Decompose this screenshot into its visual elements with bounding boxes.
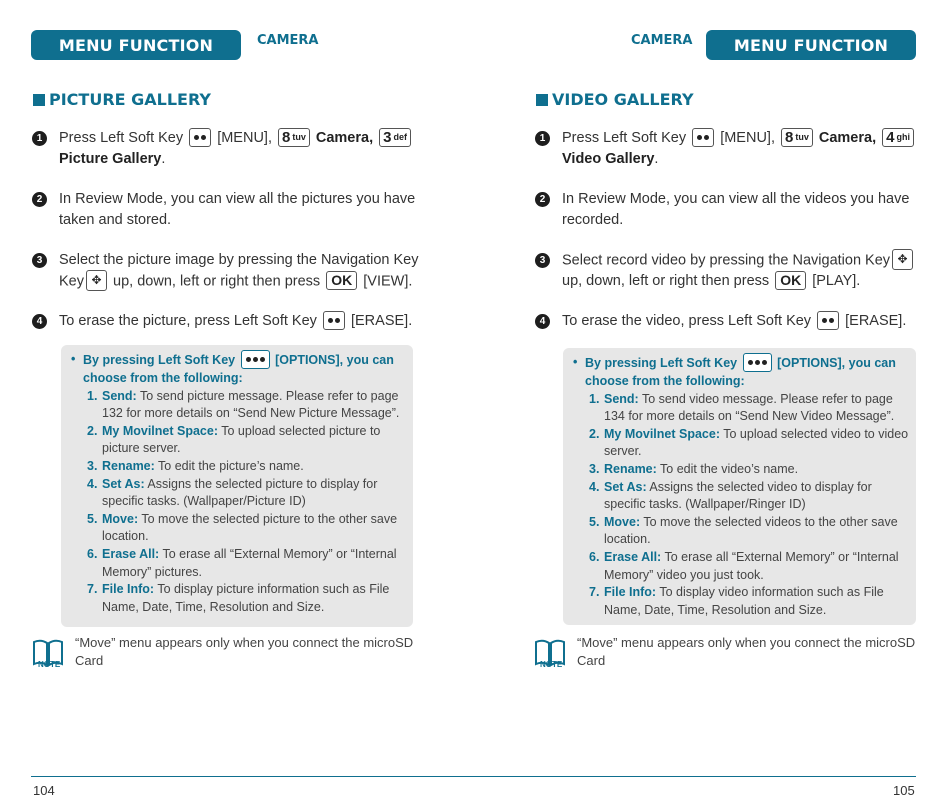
step-text-part: [PLAY]. <box>812 273 861 290</box>
step-text: In Review Mode, you can view all the pictures you have taken and stored. <box>59 191 416 228</box>
step-text-part: up, down, left or right then press <box>562 273 770 290</box>
option-item: 3. Rename: To edit the picture’s name. <box>87 458 304 473</box>
step-1 <box>32 128 427 170</box>
section-title-text: VIDEO GALLERY <box>552 90 694 109</box>
option-item: 7. File Info: To display video information such as File Name, Date, Time, Resolution and Size. <box>589 585 884 617</box>
key-8-icon: 8 tuv <box>278 128 310 147</box>
step-text: Select the picture image by pressing the Navigation Key Key ✥ up, down, left or right then press OK [VIEW]. <box>59 252 419 290</box>
step-text-part: Press Left Soft Key <box>562 130 687 146</box>
options-box <box>61 345 413 627</box>
step-number: 1 <box>32 131 47 146</box>
section-square-icon <box>33 94 45 106</box>
option-item: 4. Set As: Assigns the selected picture to display for specific tasks. (Wallpaper/Picture ID) <box>87 476 378 509</box>
footer-rule <box>31 776 475 777</box>
step-text-part: Select the picture image by pressing the Navigation Key <box>59 252 419 268</box>
step-text-bold: Picture Gallery <box>59 151 162 167</box>
options-intro-text: By pressing Left Soft Key <box>83 352 236 367</box>
ok-key-icon: OK <box>775 271 806 290</box>
soft-key-icon <box>323 311 345 330</box>
note-text: “Move” menu appears only when you connect the microSD Card <box>75 635 414 668</box>
step-text-part: up, down, left or right then press <box>113 273 321 290</box>
note-label: NOTE <box>38 660 61 669</box>
step-number: 2 <box>535 192 550 207</box>
options-intro: • By pressing Left Soft Key [OPTIONS], you can choose from the following: <box>573 355 896 388</box>
step-3 <box>32 250 427 292</box>
option-item: 1. Send: To send video message. Please refer to page 134 for more details on “Send New Video Message”. <box>589 391 895 424</box>
option-item: 5. Move: To move the selected picture to the other save location. <box>87 511 398 544</box>
options-box <box>563 348 916 625</box>
option-item: 6. Erase All: To erase all “External Memory” or “Internal Memory” video you just took. <box>589 549 899 582</box>
header-menu-function: MENU FUNCTION <box>706 30 916 60</box>
option-item: 3. Rename: To edit the video’s name. <box>589 461 799 476</box>
step-number: 3 <box>32 253 47 268</box>
option-item: 7. File Info: To display picture information such as File Name, Date, Time, Resolution and Size. <box>87 582 390 614</box>
step-2 <box>32 189 427 231</box>
note-label: NOTE <box>540 660 563 669</box>
key-8-icon: 8 tuv <box>781 128 813 147</box>
right-page <box>475 0 950 812</box>
soft-key-3-icon <box>743 353 772 372</box>
soft-key-icon <box>817 311 839 330</box>
soft-key-icon <box>692 128 714 147</box>
page-number: 105 <box>893 783 915 798</box>
step-text-bold: Video Gallery <box>562 151 655 167</box>
options-list <box>61 388 413 617</box>
step-text-part: To erase the video, press Left Soft Key <box>562 313 812 329</box>
step-text <box>562 128 930 170</box>
section-title-text: PICTURE GALLERY <box>49 90 212 109</box>
page-number: 104 <box>33 783 55 798</box>
option-item: 4. Set As: Assigns the selected video to display for specific tasks. (Wallpaper/Ringer ID) <box>589 479 872 512</box>
step-text-part: . <box>161 151 166 167</box>
step-number: 2 <box>32 192 47 207</box>
section-title <box>536 90 694 109</box>
step-4 <box>535 311 930 332</box>
step-text-part: [ERASE]. <box>350 313 413 329</box>
note-text: “Move” menu appears only when you connect the microSD Card <box>577 635 916 668</box>
options-list <box>563 391 916 620</box>
step-text-bold: Camera, <box>315 130 374 146</box>
nav-key-icon: ✥ <box>86 270 107 291</box>
step-text-part: To erase the picture, press Left Soft Key <box>59 313 317 329</box>
option-item: 2. My Movilnet Space: To upload selected video to video server. <box>589 426 909 459</box>
step-4 <box>32 311 427 332</box>
option-item: 1. Send: To send picture message. Please refer to page 132 for more details on “Send New Picture Message”. <box>87 388 400 421</box>
step-number: 4 <box>535 314 550 329</box>
options-intro: • By pressing Left Soft Key [OPTIONS], you can choose from the following: <box>71 352 394 385</box>
step-text-bold: Camera, <box>818 130 877 146</box>
header-menu-function: MENU FUNCTION <box>31 30 241 60</box>
step-text-part: Select record video by pressing the Navigation Key <box>562 252 891 269</box>
option-item: 6. Erase All: To erase all “External Memory” or “Internal Memory” pictures. <box>87 546 397 579</box>
step-text <box>562 311 930 332</box>
step-text-part: [MENU], <box>217 130 272 146</box>
section-square-icon <box>536 94 548 106</box>
step-2 <box>535 189 930 231</box>
footer-rule <box>475 776 916 777</box>
nav-key-icon: ✥ <box>892 249 913 270</box>
options-intro-text: By pressing Left Soft Key <box>585 355 738 370</box>
option-item: 2. My Movilnet Space: To upload selected picture to picture server. <box>87 423 381 456</box>
soft-key-3-icon <box>241 350 270 369</box>
key-3-icon: 3 def <box>379 128 411 147</box>
step-text: In Review Mode, you can view all the videos you have recorded. <box>562 191 910 228</box>
header-camera: CAMERA <box>631 33 693 48</box>
option-item: 5. Move: To move the selected videos to the other save location. <box>589 514 898 547</box>
step-number: 3 <box>535 253 550 268</box>
step-text <box>59 128 427 170</box>
step-text <box>59 311 427 332</box>
header-camera: CAMERA <box>257 33 319 48</box>
key-4-icon: 4 ghi <box>882 128 914 147</box>
step-1 <box>535 128 930 170</box>
soft-key-icon <box>189 128 211 147</box>
step-text-part: . <box>654 151 659 167</box>
step-text-part: [VIEW]. <box>363 273 413 290</box>
section-title <box>33 90 211 109</box>
step-3 <box>535 250 930 292</box>
step-text <box>562 250 930 292</box>
ok-key-icon: OK <box>326 271 357 290</box>
options-intro-text: [OPTIONS], you can choose from the following: <box>585 355 896 388</box>
step-number: 4 <box>32 314 47 329</box>
step-text-part: [MENU], <box>720 130 775 146</box>
step-text-part: Press Left Soft Key <box>59 130 184 146</box>
step-text-part: [ERASE]. <box>845 313 907 329</box>
step-number: 1 <box>535 131 550 146</box>
options-intro-text: [OPTIONS], you can choose from the following: <box>83 352 394 385</box>
